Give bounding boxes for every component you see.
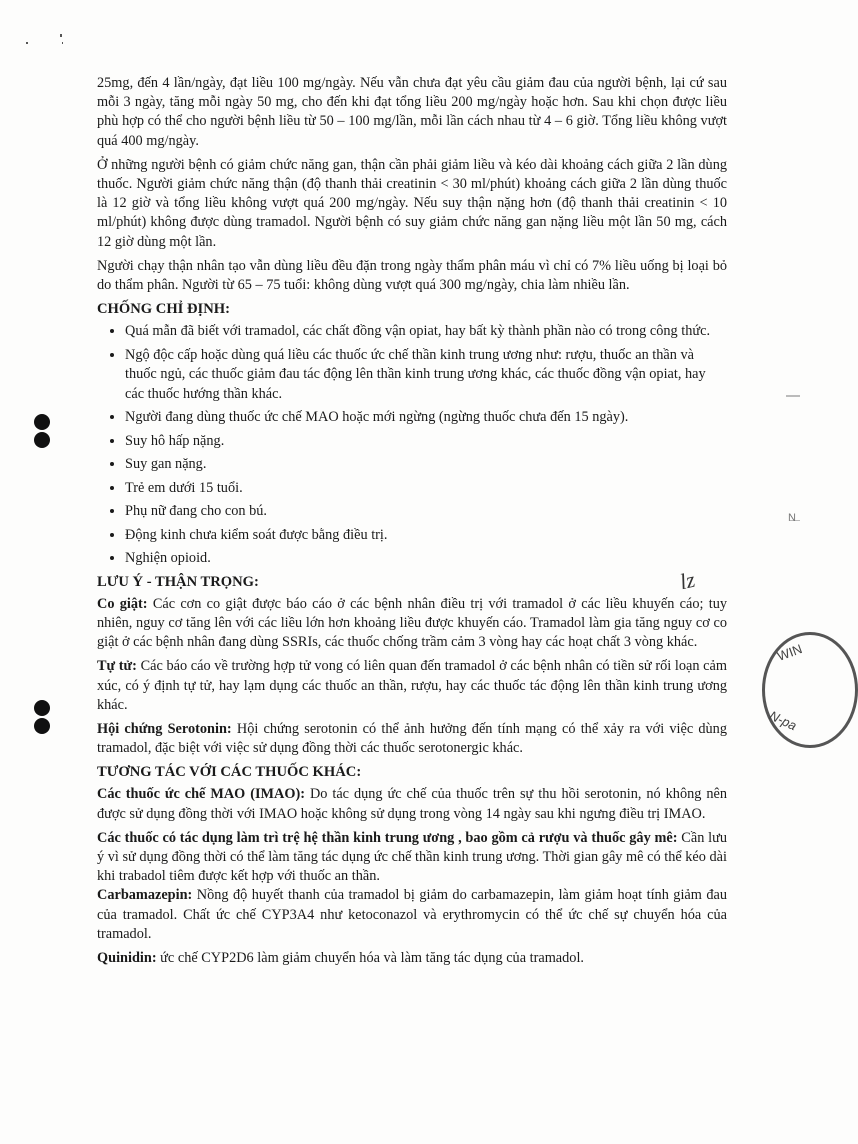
document-page [97,74,727,973]
quinidin-text: ức chế CYP2D6 làm giảm chuyển hóa và làm tăng tác dụng của tramadol. [156,949,585,966]
seizure-paragraph [97,595,727,653]
seizure-label: Co giật: [97,595,148,612]
suicide-label: Tự tử: [97,658,137,675]
binder-hole-mark [34,700,50,716]
list-item: • Ngộ độc cấp hoặc dùng quá liều các thuốc ức chế thần kinh trung ương như: rượu, thuốc an thần và thuốc ngủ, các thuốc giảm đau tác động lên thần kinh trung ương khác, các thuốc đồng vận opiat, hay các thuốc hướng thần khác. [125,346,727,405]
binder-hole-mark [34,718,50,734]
carbamazepin-label: Carbamazepin: [97,887,193,904]
dosage-paragraph-1: 25mg, đến 4 lần/ngày, đạt liều 100 mg/ngày. Nếu vẫn chưa đạt yêu cầu giảm đau của người bệnh, lại cứ sau mỗi 3 ngày, tăng mỗi ngày 50 mg, cho đến khi đạt tổng liều 200 mg/ngày hoặc hơn. Sau khi chọn được liều phù hợp có thể cho người bệnh liều từ 50 – 100 mg/lần, mỗi lần cách nhau từ 4 – 6 giờ. Tổng liều không vượt quá 400 mg/ngày. [97,75,727,149]
list-item: • Nghiện opioid. [125,549,727,569]
list-item: • Quá mẫn đã biết với tramadol, các chất đồng vận opiat, hay bất kỳ thành phần nào có trong công thức. [125,322,727,342]
serotonin-text: Hội chứng serotonin có thể ảnh hưởng đến tính mạng có thể xảy ra với việc dùng tramadol, đặc biệt với việc sử dụng đồng thời các thuốc serotonergic khác. [97,720,727,757]
list-item: • Suy gan nặng. [125,455,727,475]
maoi-paragraph [97,785,727,823]
list-item: • Người đang dùng thuốc ức chế MAO hoặc mới ngừng (ngừng thuốc chưa đến 15 ngày). [125,408,727,428]
quinidin-label: Quinidin: [97,949,157,966]
list-item: • Trẻ em dưới 15 tuổi. [125,479,727,499]
scan-speck [62,42,63,44]
dosage-paragraph-2: Ở những người bệnh có giảm chức năng gan, thận cần phải giảm liều và kéo dài khoảng cách giữa 2 lần dùng thuốc. Người giảm chức năng thận (độ thanh thải creatinin < 30 ml/phút) khoảng cách giữa 2 lần dùng thuốc là 12 giờ và tổng liều không vượt quá 200 mg/ngày. Nếu suy thận nặng hơn (độ thanh thải creatinin < 10 ml/phút) không được dùng tramadol. Người bệnh có suy giảm chức năng gan nặng liều một lần 50 mg, cách 12 giờ dùng một lần. [97,156,727,250]
binder-hole-mark [34,432,50,448]
contraindications-heading: CHỐNG CHỈ ĐỊNH: [97,301,230,318]
serotonin-paragraph [97,720,727,758]
list-item: • Suy hô hấp nặng. [125,432,727,452]
scan-speck [60,34,62,37]
cns-depressant-paragraph [97,829,727,887]
serotonin-label: Hội chứng Serotonin: [97,720,232,737]
suicide-paragraph [97,657,727,715]
handwritten-initials: lz [677,566,698,595]
stamp-seal [762,632,858,748]
maoi-text: Do tác dụng ức chế của thuốc trên sự thu hồi serotonin, nó không nên được sử dụng đồng thời với IMAO hoặc không sử dụng trong vòng 14 ngày sau khi ngưng điều trị IMAO. [97,786,727,822]
cns-depressant-text: Cần lưu ý vì sử dụng đồng thời có thể làm tăng tác dụng ức chế thần kinh trung ương. Thời gian gây mê có thể kéo dài khi trabadol tiêm được kết hợp với thuốc an thần. [97,829,727,885]
list-item: • Phụ nữ đang cho con bú. [125,502,727,522]
binder-hole-mark [34,414,50,430]
dosage-paragraph-3: Người chạy thận nhân tạo vẫn dùng liều đều đặn trong ngày thẩm phân máu vì chỉ có 7% liều uống bị loại bỏ do thẩm phân. Người từ 65 – 75 tuổi: không dùng vượt quá 300 mg/ngày, chia làm nhiều lần. [97,257,727,294]
cns-depressant-label: Các thuốc có tác dụng làm trì trệ hệ thần kinh trung ương , bao gồm cả rượu và thuốc gây mê: [97,829,678,846]
carbamazepin-text: Nồng độ huyết thanh của tramadol bị giảm do carbamazepin, làm giảm hoạt tính giảm đau của tramadol. Chất ức chế CYP3A4 như ketoconazol và erythromycin có thể ức chế sự chuyển hóa của tramadol. [97,887,727,942]
stamp-text-bottom: N-pa [767,707,800,734]
carbamazepin-paragraph [97,886,727,944]
quinidin-paragraph [97,949,727,968]
suicide-text: Các báo cáo về trường hợp tử vong có liên quan đến tramadol ở các bệnh nhân có tiền sử rối loạn cảm xúc, có ý định tự tử, hay lạm dụng các thuốc an thần, rượu, hay các thuốc tác động lên thần kinh trung ương khác. [97,658,727,713]
seizure-text: Các cơn co giật được báo cáo ở các bệnh nhân điều trị với tramadol ở các liều khuyến cáo; tuy nhiên, nguy cơ tăng lên với các liều lớn hơn khoảng liều được khuyến cáo. Tramadol làm gia tăng nguy cơ co giật ở các bệnh nhân đang dùng SSRIs, các thuốc chống trầm cảm 3 vòng hay các hoạt chất 3 vòng khác. [97,595,727,651]
list-item: • Động kinh chưa kiểm soát được bằng điều trị. [125,526,727,546]
interactions-heading: TƯƠNG TÁC VỚI CÁC THUỐC KHÁC: [97,764,362,781]
contraindications-list [97,322,727,569]
precautions-heading: LƯU Ý - THẬN TRỌNG: [97,573,259,590]
stamp-text-top: WIN [775,641,805,664]
scan-speck [26,42,28,44]
maoi-label: Các thuốc ức chế MAO (IMAO): [97,786,305,803]
edge-letter: N [788,512,796,524]
page-edge-shadow [786,395,800,397]
